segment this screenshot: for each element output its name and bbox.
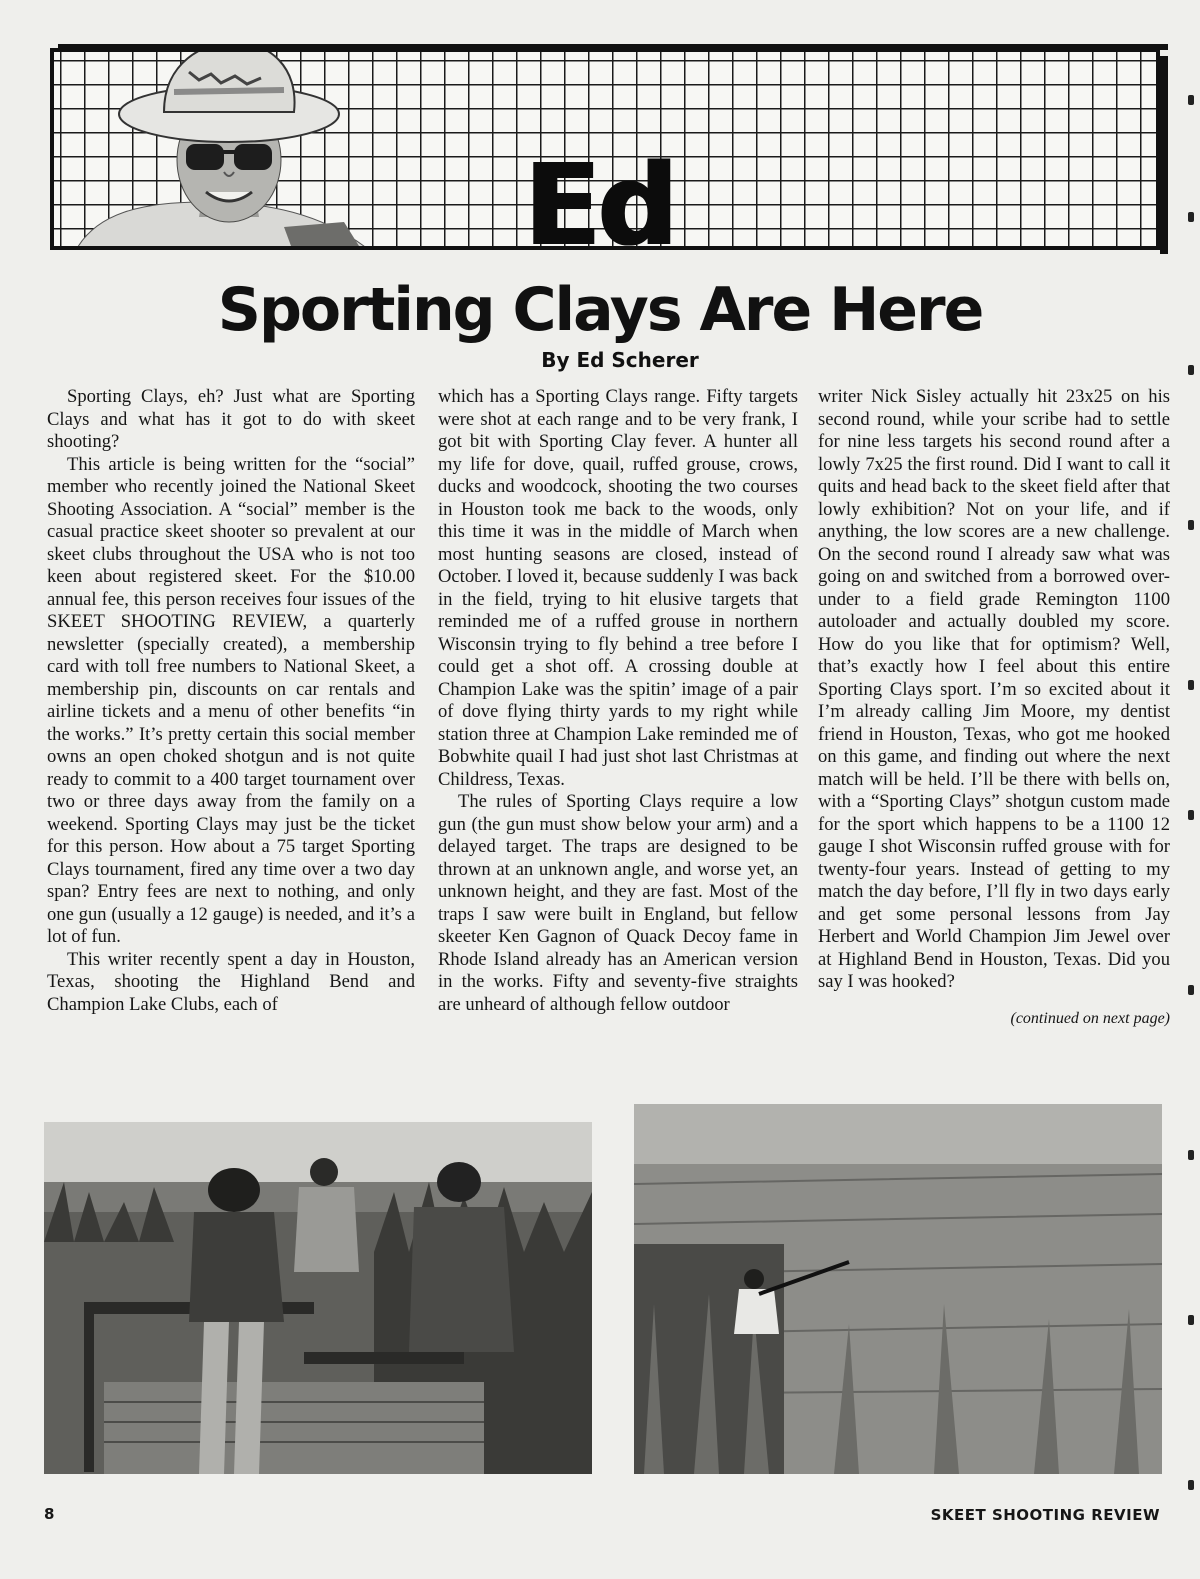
article-paragraph: Sporting Clays, eh? Just what are Sporting Clays and what has it got to do with skeet shooting? xyxy=(47,386,415,452)
article-column-3 xyxy=(818,386,1170,1030)
edge-mark xyxy=(1188,1150,1194,1160)
edge-mark xyxy=(1188,810,1194,820)
photo-grass-image xyxy=(634,1104,1162,1474)
edge-mark xyxy=(1188,520,1194,530)
columnist-name: Ed xyxy=(524,141,675,250)
article-column-1 xyxy=(47,386,415,1016)
article-column-2 xyxy=(438,386,798,1016)
photo-shooters-image xyxy=(44,1122,592,1474)
columnist-portrait xyxy=(54,52,394,250)
article-paragraph: This article is being written for the “social” member who recently joined the National Skeet Shooting Association. A “social” member is the casual practice skeet shooter so prevalent at our skeet clubs throughout the USA who is not too keen about registered skeet. For the $10.00 annual fee, this person receives four issues of the SKEET SHOOTING REVIEW, a quarterly newsletter (specially created), a membership card with toll free numbers to National Skeet, a membership pin, discounts on car rentals and airline tickets and a menu of other benefits “in the works.” It’s pretty certain this social member owns an open choked shotgun and is not quite ready to commit to a 400 target tournament over two or three days away from the family on a weekend. Sporting Clays may just be the ticket for this person. How about a 75 target Sporting Clays tournament, fired any time over a two day span? Entry fees are next to nothing, and only one gun (usually a 12 gauge) is needed, and it’s a lot of fun. xyxy=(47,453,415,947)
article-byline: By Ed Scherer xyxy=(541,348,699,372)
edge-mark xyxy=(1188,212,1194,222)
article-headline: Sporting Clays Are Here xyxy=(217,275,983,345)
banner-shadow-right xyxy=(1160,56,1168,254)
continued-note: (continued on next page) xyxy=(1010,1009,1170,1027)
article-paragraph: The rules of Sporting Clays require a low gun (the gun must show below your arm) and a delayed target. The traps are designed to be thrown at an unknown angle, and worse yet, an unknown height, and they are fast. Most of the traps I saw were built in England, but fellow skeeter Ken Gagnon of Quack Decoy fame in Rhode Island already has an American version in the works. Fifty and seventy-five straights are unheard of although fellow outdoor xyxy=(438,791,798,1015)
edge-mark xyxy=(1188,1315,1194,1325)
edge-mark xyxy=(1188,95,1194,105)
edge-mark xyxy=(1188,680,1194,690)
publication-name: SKEET SHOOTING REVIEW xyxy=(930,1506,1160,1524)
article-paragraph: which has a Sporting Clays range. Fifty targets were shot at each range and to be very frank, I got bit with Sporting Clay fever. A hunter all my life for dove, quail, ruffed grouse, crows, ducks and woodcock, shooting the two courses in Houston took me back to the woods, only this time it was in the middle of March when most hunting seasons are closed, instead of October. I loved it, because suddenly I was back in the field, trying to hit elusive targets that reminded me of a ruffed grouse in northern Wisconsin trying to fly behind a tree before I could get a shot off. A crossing double at Champion Lake was the spitin’ image of a pair of dove flying thirty yards to my right while station three at Champion Lake reminded me of Bobwhite quail I had just shot last Christmas at Childress, Texas. xyxy=(438,386,798,790)
photo-shooter-in-grass xyxy=(634,1104,1162,1474)
page-number: 8 xyxy=(44,1505,55,1523)
columnist-banner xyxy=(50,48,1160,250)
article-paragraph: writer Nick Sisley actually hit 23x25 on his second round, while your scribe had to settle for nine less targets his second round after a lowly 7x25 the first round. Did I want to call it quits and head back to the skeet field after that lowly exhibition? Not on your life, and if anything, the low scores are a new challenge. On the second round I already saw what was going on and switched from a borrowed over-under to a field grade Remington 1100 autoloader and actually doubled my score. How do you like that for optimism? Well, that’s exactly how I feel about this entire Sporting Clays sport. I’m so excited about it I’m already calling Jim Moore, my dentist friend in Houston, Texas, who got me hooked on this game, and finding out where the next match will be held. I’ll be there with bells on, with a “Sporting Clays” shotgun custom made for the sport which happens to be a 1100 12 gauge I shot Wisconsin ruffed grouse with for twenty-four years. Instead of getting to my match the day before, I’ll fly in two days early and get some personal lessons from Jay Herbert and World Champion Jim Jewel over at Highland Bend in Houston, Texas. Did you say I was hooked? xyxy=(818,386,1170,992)
photo-shooters-on-platform xyxy=(44,1122,592,1474)
edge-mark xyxy=(1188,1480,1194,1490)
edge-mark xyxy=(1188,365,1194,375)
article-paragraph: This writer recently spent a day in Houston, Texas, shooting the Highland Bend and Champion Lake Clubs, each of xyxy=(47,948,415,1015)
edge-mark xyxy=(1188,985,1194,995)
